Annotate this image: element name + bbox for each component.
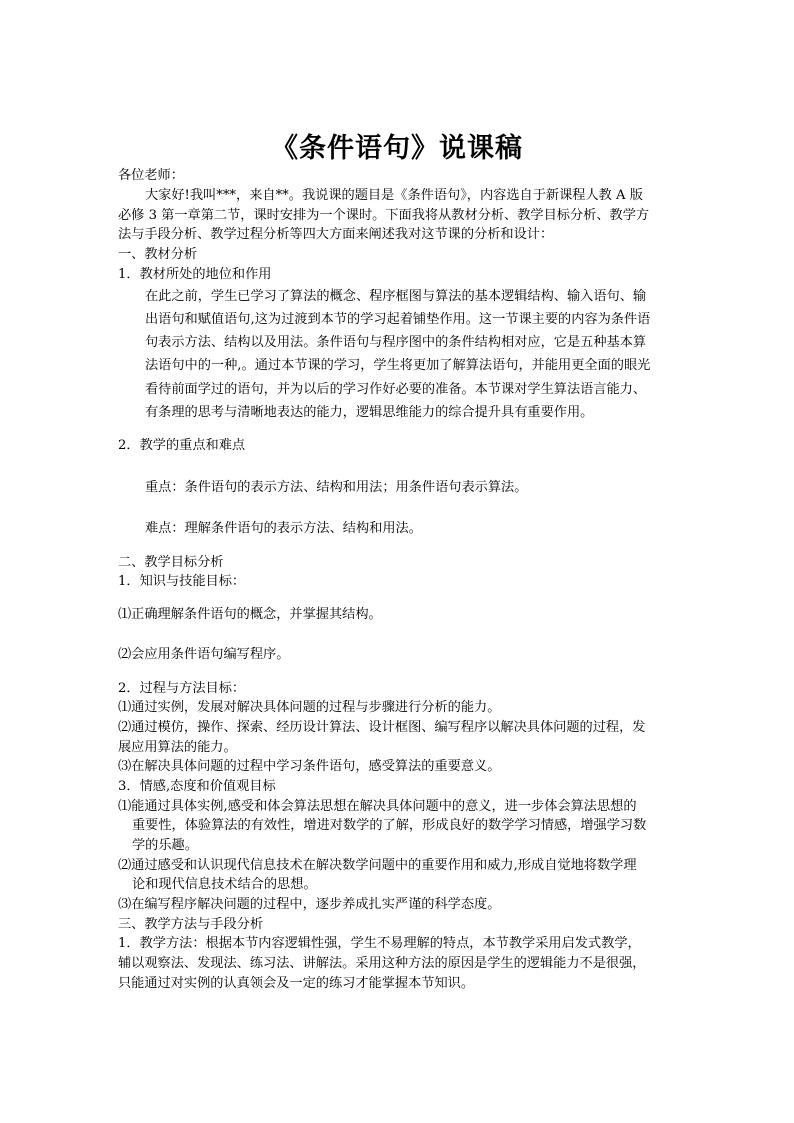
goal-item: ⑶在编写程序解决问题的过程中，逐步养成扎实严谨的科学态度。 [118,897,501,912]
key-point: 重点：条件语句的表示方法、结构和用法；用条件语句表示算法。 [145,480,528,495]
page-title: 《条件语句》说课稿 [271,133,523,164]
method-line-2: 辅以观察法、发现法、练习法、讲解法。采用这种方法的原因是学生的逻辑能力不是很强， [118,956,646,971]
goal-item: ⑴正确理解条件语句的概念，并掌握其结构。 [118,607,382,622]
section-heading-2: 二、教学目标分析 [118,555,224,570]
paragraph-line-2: 出语句和赋值语句,这为过渡到本节的学习起着铺垫作用。这一节课主要的内容为条件语 [145,312,651,327]
paragraph-line-4: 法语句中的一种,。通过本节课的学习，学生将更加了解算法语句，并能用更全面的眼光 [145,358,651,373]
subsection-heading-1-2: 2．教学的重点和难点 [118,438,246,453]
goal-item-continued: 重要性，体验算法的有效性，增进对数学的了解，形成良好的数学学习情感，增强学习数 [132,818,647,833]
section-heading-1: 一、教材分析 [118,247,198,262]
intro-line-2: 必修 3 第一章第二节，课时安排为一个课时。下面我将从教材分析、教学目标分析、教学方 [118,208,650,223]
section-heading-3: 三、教学方法与手段分析 [118,917,264,932]
subsection-heading-2-2: 2．过程与方法目标： [118,681,246,696]
subsection-heading-2-1: 1．知识与技能目标： [118,574,246,589]
goal-item: ⑵通过模仿，操作、探索、经历设计算法、设计框图、编写程序以解决具体问题的过程，发 [118,720,646,735]
goal-item: ⑴能通过具体实例,感受和体会算法思想在解决具体问题中的意义，进一步体会算法思想的 [118,799,637,814]
salutation: 各位老师： [118,168,184,183]
goal-item-continued: 论和现代信息技术结合的思想。 [132,877,317,892]
paragraph-line-3: 句表示方法、结构以及用法。条件语句与程序图中的条件结构相对应，它是五种基本算 [145,335,647,350]
goal-item: ⑵会应用条件语句编写程序。 [118,647,290,662]
intro-line-3: 法与手段分析、教学过程分析等四大方面来阐述我对这节课的分析和设计： [118,227,554,242]
method-line-1: 1．教学方法：根据本节内容逻辑性强，学生不易理解的特点，本节教学采用启发式教学， [118,936,641,951]
goal-item: ⑶在解决具体问题的过程中学习条件语句，感受算法的重要意义。 [118,759,501,774]
goal-item-continued: 学的乐趣。 [132,838,198,853]
goal-item: ⑴通过实例，发展对解决具体问题的过程与步骤进行分析的能力。 [118,700,501,715]
paragraph-line-5: 看待前面学过的语句，并为以后的学习作好必要的准备。本节课对学生算法语言能力、 [145,382,647,397]
paragraph-line-1: 在此之前，学生已学习了算法的概念、程序框图与算法的基本逻辑结构、输入语句、输 [145,289,647,304]
difficult-point: 难点：理解条件语句的表示方法、结构和用法。 [145,521,422,536]
method-line-3: 只能通过对实例的认真领会及一定的练习才能掌握本节知识。 [118,976,475,991]
goal-item: ⑵通过感受和认识现代信息技术在解决数学问题中的重要作用和威力,形成自觉地将数学理 [118,858,637,873]
goal-item-continued: 展应用算法的能力。 [118,740,237,755]
paragraph-line-6: 有条理的思考与清晰地表达的能力，逻辑思维能力的综合提升具有重要作用。 [145,405,594,420]
subsection-heading-1-1: 1．教材所处的地位和作用 [118,267,272,282]
intro-line-1: 大家好!我叫***，来自**。我说课的题目是《条件语句》，内容选自于新课程人教 A 版 [145,188,643,203]
subsection-heading-2-3: 3．情感,态度和价值观目标 [118,779,276,794]
